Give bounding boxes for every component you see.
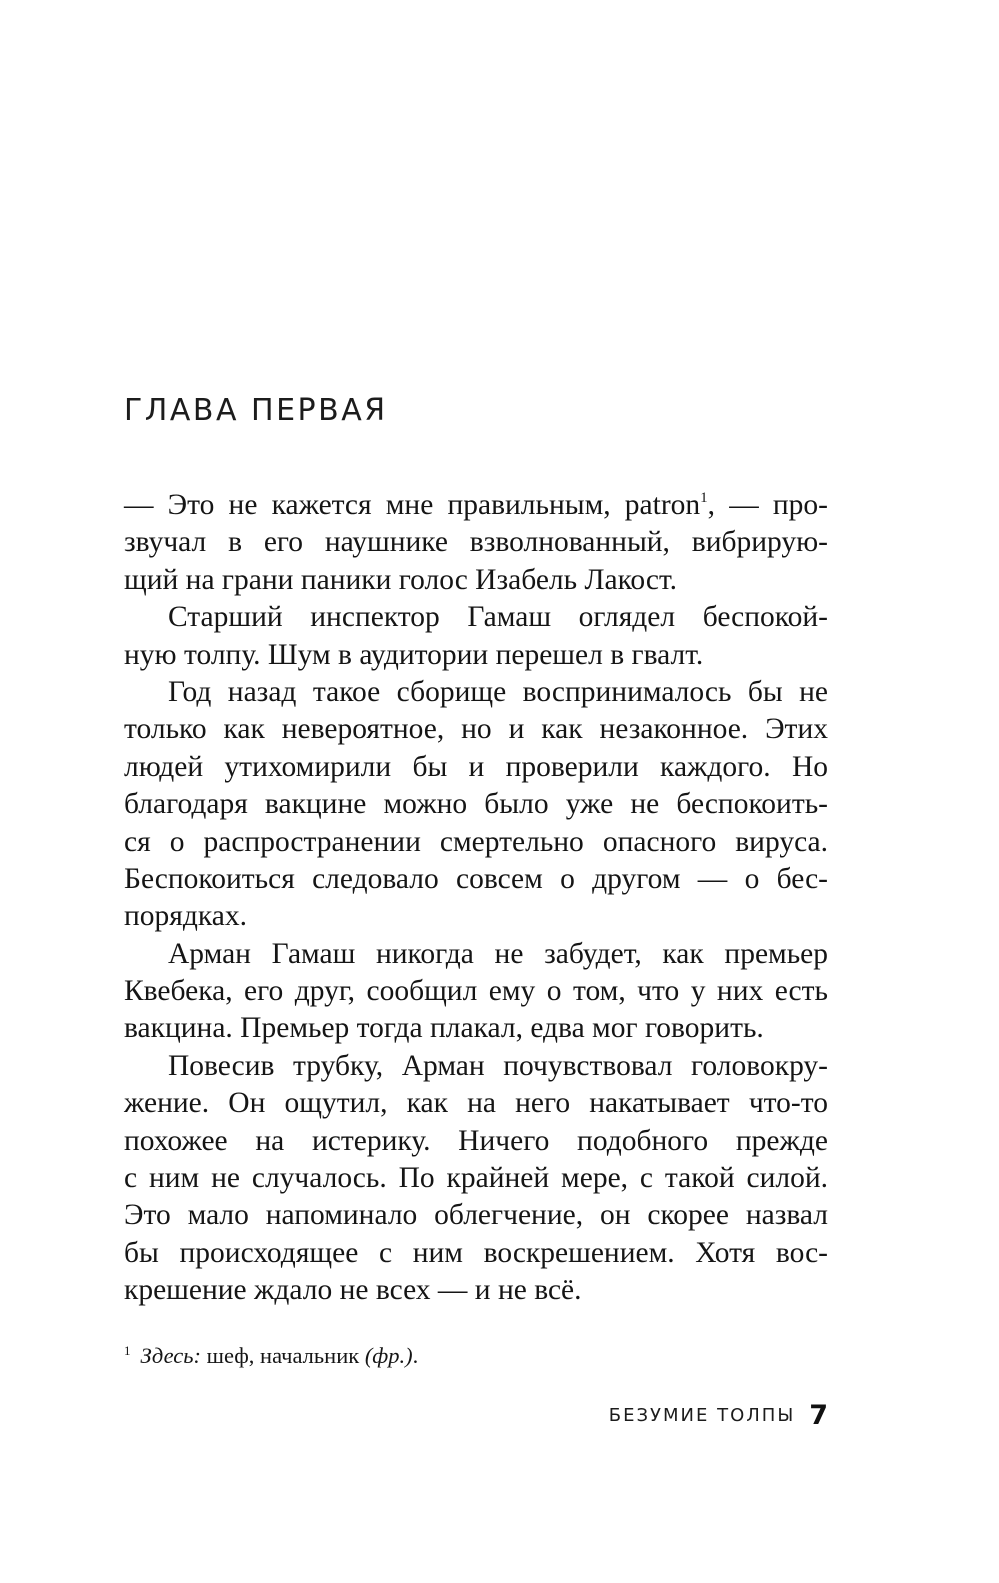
text-line: Год назад такое сборище воспринималось бы не: [168, 675, 828, 708]
footnote-text: шеф, начальник: [201, 1343, 365, 1368]
text-line: только как невероятное, но и как незаконное. Этих: [124, 713, 828, 746]
footnote-language: (фр.): [364, 1343, 413, 1368]
text-line: звучал в его наушнике взволнованный, вибрирую-: [124, 526, 828, 559]
text-line: Это мало напоминало облегчение, он скорее назвал: [124, 1199, 828, 1232]
text-line: людей утихомирили бы и проверили каждого. Но: [124, 750, 828, 783]
footnote-mark: 1: [124, 1343, 131, 1358]
footnote-end: .: [412, 1343, 419, 1368]
text-line: жение. Он ощутил, как на него накатывает что-то: [124, 1087, 828, 1120]
chapter-title: ГЛАВА ПЕРВАЯ: [124, 393, 388, 428]
text-line: Старший инспектор Гамаш оглядел беспокой-: [168, 601, 828, 634]
text-line: с ним не случалось. По крайней мере, с такой силой.: [124, 1162, 828, 1195]
footnote-label: Здесь:: [140, 1343, 202, 1368]
text-line: [124, 487, 828, 524]
running-footer: [554, 1400, 828, 1431]
chapter-body: [124, 487, 828, 1310]
text-fragment: , — про-: [707, 489, 828, 521]
footnote-reference: 1: [700, 490, 708, 506]
text-line: крешение ждало не всех — и не всё.: [124, 1274, 582, 1307]
text-fragment: — Это не кажется мне правильным, patron: [124, 489, 701, 521]
text-line: бы происходящее с ним воскрешением. Хотя вос-: [124, 1236, 828, 1269]
text-line: вакцина. Премьер тогда плакал, едва мог говорить.: [124, 1012, 764, 1045]
text-line: Квебека, его друг, сообщил ему о том, что у них есть: [124, 975, 828, 1008]
text-line: Повесив трубку, Арман почувствовал головокру-: [168, 1049, 828, 1082]
text-line: ся о распространении смертельно опасного вируса.: [124, 825, 828, 858]
footnote: [124, 1342, 418, 1369]
text-line: похожее на истерику. Ничего подобного прежде: [124, 1124, 828, 1157]
text-line: благодаря вакцине можно было уже не беспокоить-: [124, 788, 828, 821]
page-number: 7: [809, 1400, 828, 1431]
book-title: БЕЗУМИЕ ТОЛПЫ: [608, 1405, 796, 1426]
text-line: порядках.: [124, 900, 247, 933]
text-line: ную толпу. Шум в аудитории перешел в гвалт.: [124, 638, 704, 671]
text-line: Арман Гамаш никогда не забудет, как премьер: [168, 937, 828, 970]
text-line: Беспокоиться следовало совсем о другом — о бес-: [124, 862, 828, 895]
text-line: щий на грани паники голос Изабель Лакост.: [124, 563, 678, 596]
